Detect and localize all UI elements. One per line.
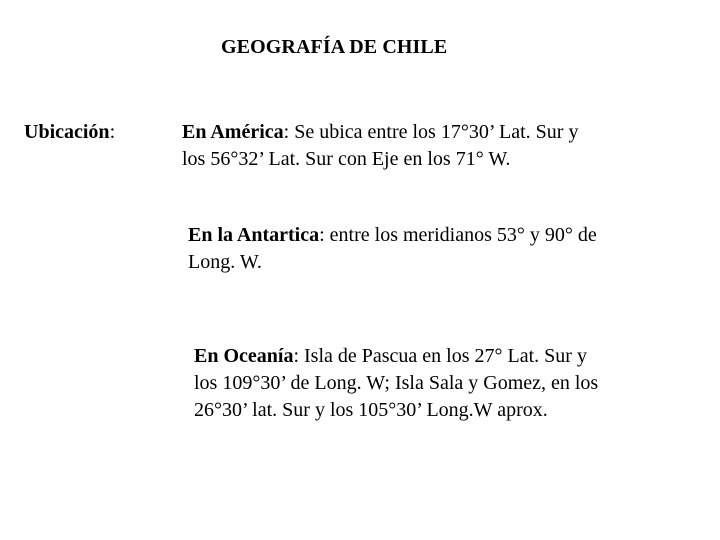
oceania-label: En Oceanía <box>194 345 294 367</box>
antartica-label: En la Antartica <box>188 224 320 246</box>
oceania-paragraph <box>194 343 694 424</box>
america-paragraph <box>182 119 682 173</box>
antartica-line-2: Long. W. <box>188 251 262 273</box>
page-title: GEOGRAFÍA DE CHILE <box>221 36 448 58</box>
america-label: En América <box>182 121 284 143</box>
america-text-1: : Se ubica entre los 17°30’ Lat. Sur y <box>283 121 579 143</box>
oceania-line-2: los 109°30’ de Long. W; Isla Sala y Gomez, en los <box>194 372 599 394</box>
ubicacion-label-group <box>24 121 115 144</box>
ubicacion-colon: : <box>109 121 116 143</box>
america-line-2: los 56°32’ Lat. Sur con Eje en los 71° W. <box>182 148 511 170</box>
oceania-line-1 <box>194 343 694 370</box>
antartica-paragraph <box>188 222 698 276</box>
oceania-text-1: : Isla de Pascua en los 27° Lat. Sur y <box>293 345 587 367</box>
america-line-1 <box>182 119 682 146</box>
antartica-text-1: : entre los meridianos 53° y 90° de <box>319 224 597 246</box>
ubicacion-label: Ubicación <box>24 121 110 143</box>
oceania-line-3: 26°30’ lat. Sur y los 105°30’ Long.W aprox. <box>194 399 548 421</box>
antartica-line-1 <box>188 222 698 249</box>
